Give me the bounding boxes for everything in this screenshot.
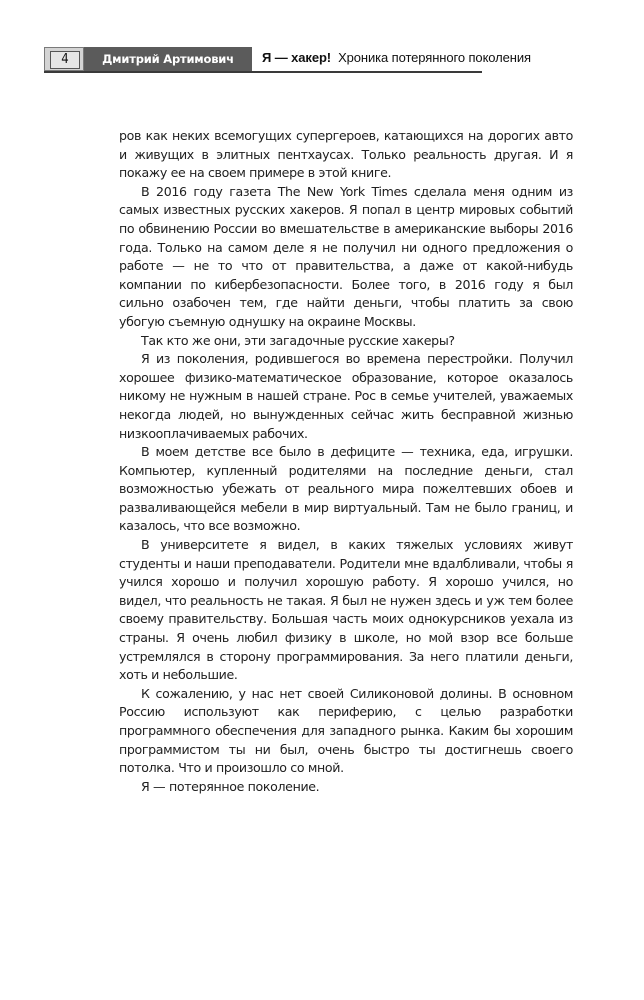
author-name: Дмитрий Артимович	[84, 47, 252, 71]
header-rule	[44, 71, 482, 73]
page-number-box	[44, 47, 84, 71]
book-title	[262, 47, 531, 71]
book-title-bold: Я — хакер!	[262, 50, 332, 65]
paragraph: Я из поколения, родившегося во времена перестройки. Получил хорошее физико-математическое образование, которое оказалось никому не нужным в нашей стране. Рос в семье учителей, уважаемых некогда людей, но вынужденных сейчас жить бесправной жизнью низкооплачиваемых рабочих.	[119, 351, 573, 441]
body-text	[119, 127, 573, 796]
paragraph: В моем детстве все было в дефиците — техника, еда, игрушки. Компьютер, купленный родителями на последние деньги, стал возможностью убежать от реального мира пожелтевших обоев и разваливающейся мебели в мир виртуальный. Там не было границ, и казалось, что все возможно.	[119, 444, 573, 534]
paragraph: Я — потерянное поколение.	[141, 778, 320, 794]
paragraph: К сожалению, у нас нет своей Силиконовой долины. В основном Россию используют как периферию, с целью разработки программного обеспечения для западного рынка. Каким бы хорошим программистом ты ни был, очень быстро ты достигнешь своего потолка. Что и произошло со мной.	[119, 685, 573, 776]
page-number: 4	[50, 51, 80, 69]
book-subtitle: Хроника потерянного поколения	[338, 50, 531, 65]
paragraph: Так кто же они, эти загадочные русские хакеры?	[141, 332, 455, 348]
paragraph: В 2016 году газета The New York Times сделала меня одним из самых известных русских хакеров. Я попал в центр мировых событий по обвинению России во вмешательстве в американские выборы 2016 года. Только на самом деле я не получил ни одного предложения о работе — не то что от правительства, а даже от какой-нибудь компании по кибербезопасности. Более того, в 2016 году я был сильно озабочен тем, где найти деньги, чтобы платить за свою убогую съемную однушку на окраине Москвы.	[119, 183, 573, 329]
paragraph: ров как неких всемогущих супергероев, катающихся на дорогих авто и живущих в элитных пентхаусах. Только реальность другая. И я покажу ее на своем примере в этой книге.	[119, 128, 573, 181]
running-header	[44, 47, 531, 73]
paragraph: В университете я видел, в каких тяжелых условиях живут студенты и наши преподаватели. Родители мне вдалбливали, чтобы я учился хорошо и получил хорошую работу. Я хорошо учился, но видел, что реальность не такая. Я был не нужен здесь и уж тем более своему правительству. Большая часть моих однокурсников уехала из страны. Я очень любил физику в школе, но мой взор все больше устремлялся в сторону программирования. За него платили деньги, хоть и небольшие.	[119, 537, 573, 683]
